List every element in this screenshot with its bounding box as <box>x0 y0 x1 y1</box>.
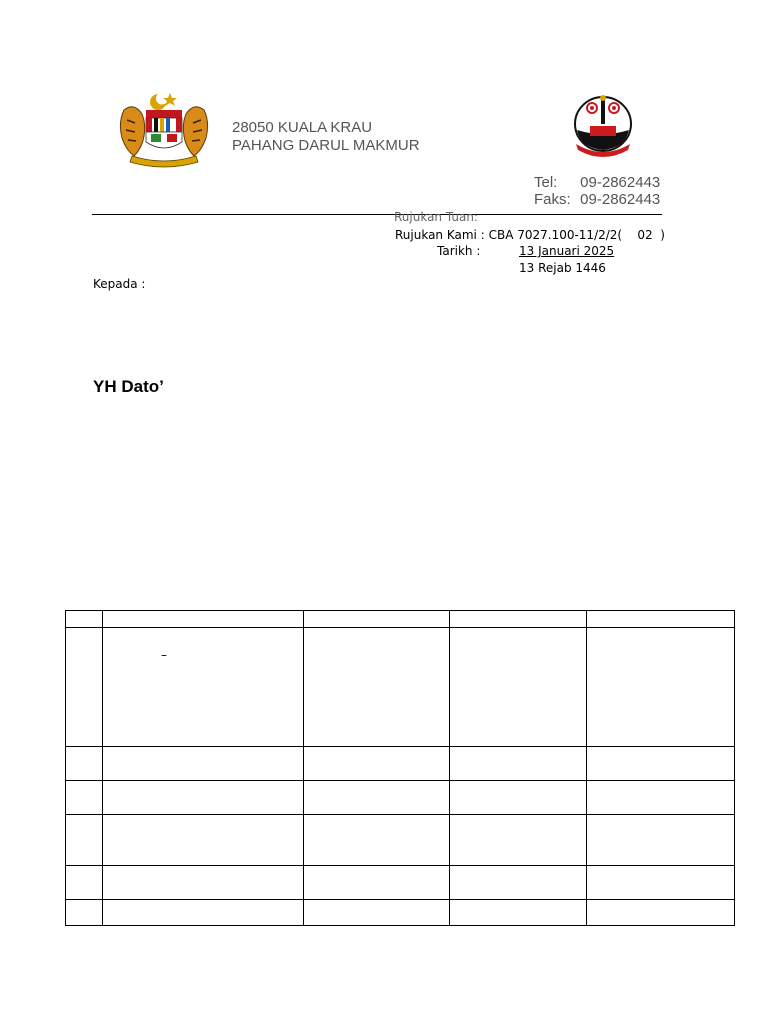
table-cell <box>450 900 587 926</box>
address-line-2: PAHANG DARUL MAKMUR <box>232 137 420 154</box>
salutation: YH Dato’ <box>93 377 164 396</box>
table-cell <box>587 866 735 900</box>
table-row <box>66 781 735 815</box>
table-cell <box>103 611 304 628</box>
table-cell <box>66 900 103 926</box>
table-row <box>66 747 735 781</box>
table-cell <box>304 611 450 628</box>
table-cell <box>587 815 735 866</box>
tel-value: 09-2862443 <box>580 174 661 191</box>
table-cell <box>587 628 735 747</box>
fax-label: Faks: <box>534 191 571 208</box>
table-cell <box>66 611 103 628</box>
table-cell <box>450 611 587 628</box>
table-cell <box>103 747 304 781</box>
coat-of-arms-logo <box>118 90 210 168</box>
malaysia-coat-of-arms-icon <box>118 90 210 168</box>
tel-line <box>534 174 660 191</box>
date-label: Tarikh : <box>437 244 481 258</box>
table-cell <box>304 747 450 781</box>
table-cell <box>450 628 587 747</box>
table-cell <box>450 866 587 900</box>
table-cell <box>587 781 735 815</box>
table-cell <box>103 781 304 815</box>
table-cell <box>66 815 103 866</box>
table-cell <box>304 900 450 926</box>
table-cell <box>66 866 103 900</box>
table-cell <box>587 747 735 781</box>
table-cell <box>304 815 450 866</box>
table-cell <box>304 781 450 815</box>
table-cell <box>450 781 587 815</box>
table-cell-text: – <box>161 648 167 662</box>
address-line-1: 28050 KUALA KRAU <box>232 119 373 136</box>
table-cell <box>103 866 304 900</box>
table-cell <box>66 628 103 747</box>
tel-label: Tel: <box>534 174 558 191</box>
date-value: 13 Januari 2025 <box>519 244 615 258</box>
table-cell <box>587 900 735 926</box>
data-table <box>65 610 735 926</box>
our-ref-label: Rujukan Kami : <box>395 228 485 242</box>
table-cell <box>103 900 304 926</box>
table-row <box>66 815 735 866</box>
your-ref-label: Rujukan Tuan: <box>394 210 478 224</box>
table-cell <box>66 781 103 815</box>
table-cell <box>103 628 304 747</box>
table-cell <box>66 747 103 781</box>
hijri-date: 13 Rejab 1446 <box>519 261 606 275</box>
our-ref-value: CBA 7027.100-11/2/2( 02 ) <box>488 228 665 242</box>
table-cell <box>450 815 587 866</box>
table-cell <box>103 815 304 866</box>
table-row <box>66 628 735 747</box>
table-row <box>66 900 735 926</box>
letterhead-divider <box>92 214 662 215</box>
table-row <box>66 866 735 900</box>
our-ref-line <box>395 228 665 242</box>
recipient-label: Kepada : <box>93 277 146 291</box>
fax-value: 09-2862443 <box>580 191 661 208</box>
agency-crest-icon <box>570 92 636 160</box>
table-cell <box>304 866 450 900</box>
table-cell <box>304 628 450 747</box>
fax-line <box>534 191 660 208</box>
agency-crest-logo <box>570 92 636 160</box>
table-cell <box>450 747 587 781</box>
table-header-row <box>66 611 735 628</box>
table-cell <box>587 611 735 628</box>
